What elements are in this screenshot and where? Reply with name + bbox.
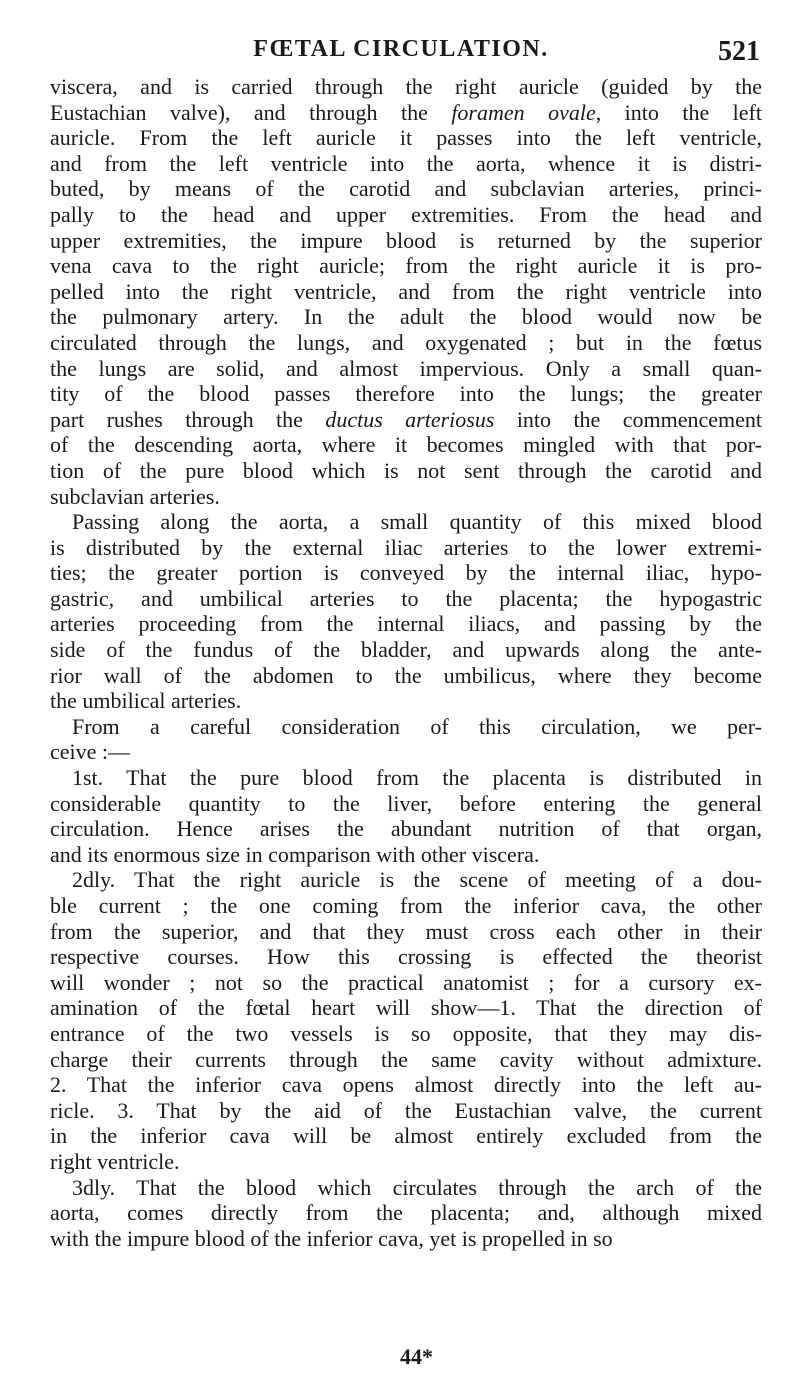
signature-mark: 44* bbox=[400, 1344, 433, 1369]
text-line: ble current ; the one coming from the inferior cava, the other bbox=[50, 893, 762, 918]
text-line: in the inferior cava will be almost entirely excluded from the bbox=[50, 1123, 762, 1149]
text-line: 3dly. That the blood which circulates through the arch of the bbox=[72, 1174, 762, 1200]
text-line: 2dly. That the right auricle is the scene of meeting of a dou- bbox=[72, 867, 762, 893]
text-line: From a careful consideration of this circulation, we per- bbox=[72, 713, 762, 739]
text-line: entrance of the two vessels is so opposite, that they may dis- bbox=[50, 1020, 762, 1046]
text-line: auricle. From the left auricle it passes into the left ventricle, bbox=[50, 125, 762, 151]
text-line: 2. That the inferior cava opens almost directly into the left au- bbox=[50, 1072, 762, 1098]
text-line: ties; the greater portion is conveyed by the internal iliac, hypo- bbox=[50, 560, 762, 586]
italic-term: ductus arteriosus bbox=[325, 406, 495, 432]
text-line: pelled into the right ventricle, and from the right ventricle into bbox=[50, 278, 762, 304]
text-line: buted, by means of the carotid and subclavian arteries, princi- bbox=[50, 176, 762, 202]
text-line: from the superior, and that they must cross each other in their bbox=[50, 918, 762, 944]
text-line: amination of the fœtal heart will show—1. That the direction of bbox=[50, 995, 762, 1021]
text-line: upper extremities, the impure blood is returned by the superior bbox=[50, 227, 762, 253]
text-line: gastric, and umbilical arteries to the placenta; the hypogastric bbox=[50, 585, 762, 611]
text-line: tity of the blood passes therefore into the lungs; the greater bbox=[50, 381, 762, 407]
text-line: of the descending aorta, where it becomes mingled with that por- bbox=[50, 432, 762, 458]
text-line: Passing along the aorta, a small quantity of this mixed blood bbox=[72, 509, 762, 535]
body-text bbox=[50, 74, 762, 1251]
text-line: right ventricle. bbox=[50, 1148, 180, 1174]
italic-term: foramen ovale bbox=[451, 99, 596, 125]
text-line: aorta, comes directly from the placenta; and, although mixed bbox=[50, 1200, 762, 1226]
text-line: the umbilical arteries. bbox=[50, 688, 242, 714]
text-line: circulation. Hence arises the abundant nutrition of that organ, bbox=[50, 816, 762, 842]
text-line: pally to the head and upper extremities. From the head and bbox=[50, 201, 762, 227]
text-line: will wonder ; not so the practical anatomist ; for a cursory ex- bbox=[50, 969, 762, 995]
text-line: rior wall of the abdomen to the umbilicus, where they become bbox=[50, 662, 762, 688]
text-line: respective courses. How this crossing is effected the theorist bbox=[50, 944, 762, 970]
running-title: FŒTAL CIRCULATION. bbox=[253, 36, 549, 62]
text-line: subclavian arteries. bbox=[50, 483, 220, 509]
text-line: side of the fundus of the bladder, and upwards along the ante- bbox=[50, 637, 762, 663]
text-line: part rushes through the ductus arteriosus into the commencement bbox=[50, 406, 762, 432]
text-line: is distributed by the external iliac arteries to the lower extremi- bbox=[50, 534, 762, 560]
text-line: tion of the pure blood which is not sent through the carotid and bbox=[50, 457, 762, 483]
text-line: 1st. That the pure blood from the placenta is distributed in bbox=[72, 765, 762, 791]
text-line: arteries proceeding from the internal iliacs, and passing by the bbox=[50, 611, 762, 637]
text-line: and its enormous size in comparison with other viscera. bbox=[50, 841, 540, 867]
text-line: viscera, and is carried through the right auricle (guided by the bbox=[50, 74, 762, 99]
text-line: ricle. 3. That by the aid of the Eustachian valve, the current bbox=[50, 1097, 762, 1123]
text-line: circulated through the lungs, and oxygenated ; but in the fœtus bbox=[50, 329, 762, 355]
text-line: Eustachian valve), and through the foramen ovale, into the left bbox=[50, 99, 762, 125]
text-line: vena cava to the right auricle; from the right auricle it is pro- bbox=[50, 253, 762, 279]
text-line: ceive :— bbox=[50, 739, 131, 765]
running-head bbox=[42, 36, 760, 70]
text-line: considerable quantity to the liver, before entering the general bbox=[50, 790, 762, 816]
text-line: the pulmonary artery. In the adult the blood would now be bbox=[50, 304, 762, 330]
page-number: 521 bbox=[718, 36, 760, 67]
text-line: charge their currents through the same cavity without admixture. bbox=[50, 1046, 762, 1072]
text-line: with the impure blood of the inferior cava, yet is propelled in so bbox=[50, 1225, 613, 1251]
text-line: the lungs are solid, and almost impervious. Only a small quan- bbox=[50, 355, 762, 381]
text-line: and from the left ventricle into the aorta, whence it is distri- bbox=[50, 150, 762, 176]
